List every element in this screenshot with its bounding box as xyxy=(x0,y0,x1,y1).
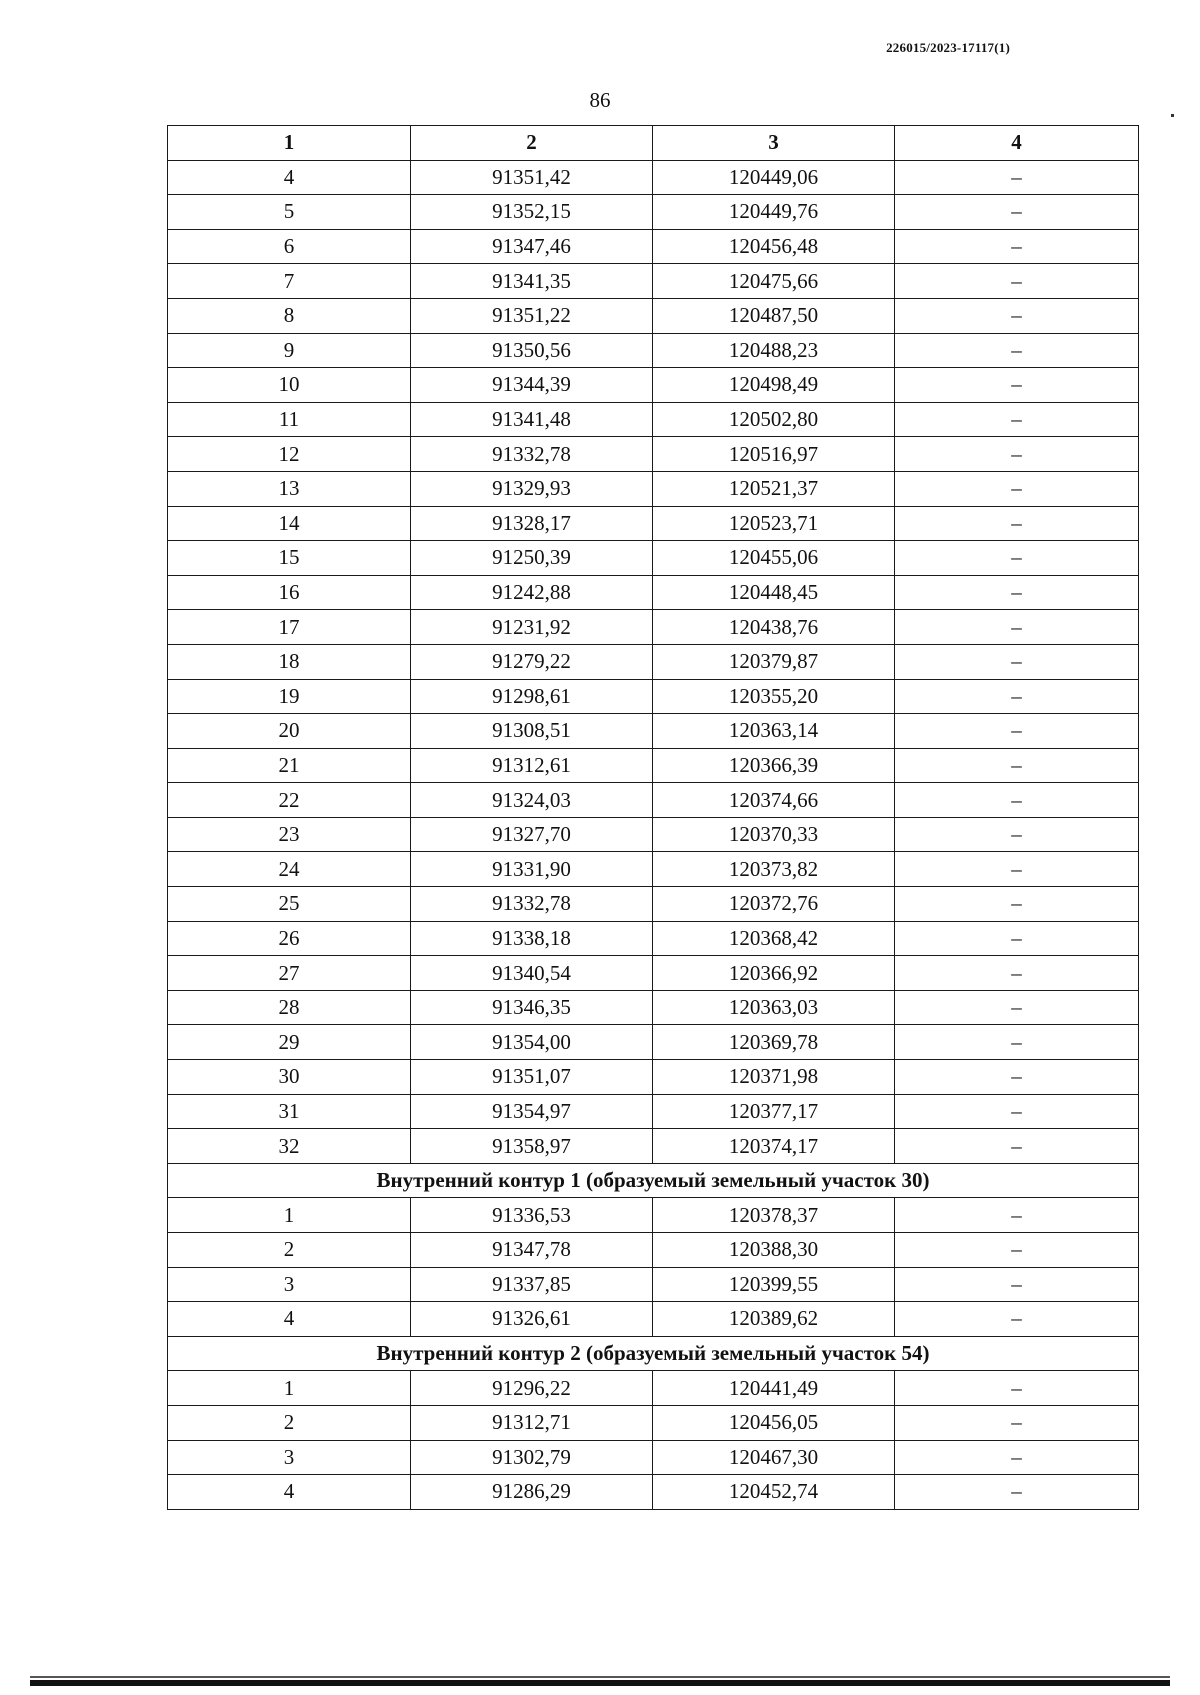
coordinate-x-cell: 91308,51 xyxy=(411,714,653,749)
point-number-cell: 22 xyxy=(168,783,411,818)
table-row xyxy=(168,610,1139,645)
column-4-cell: – xyxy=(895,1475,1139,1510)
point-number-cell: 29 xyxy=(168,1025,411,1060)
coordinate-x-cell: 91354,00 xyxy=(411,1025,653,1060)
coordinate-y-cell: 120374,66 xyxy=(653,783,895,818)
point-number-cell: 26 xyxy=(168,921,411,956)
table-row xyxy=(168,852,1139,887)
coordinate-x-cell: 91341,35 xyxy=(411,264,653,299)
point-number-cell: 2 xyxy=(168,1233,411,1268)
table-row xyxy=(168,506,1139,541)
coordinate-y-cell: 120374,17 xyxy=(653,1129,895,1164)
coordinate-y-cell: 120502,80 xyxy=(653,402,895,437)
coordinate-x-cell: 91358,97 xyxy=(411,1129,653,1164)
table-row xyxy=(168,1233,1139,1268)
table-row xyxy=(168,1267,1139,1302)
coordinate-x-cell: 91351,22 xyxy=(411,298,653,333)
column-4-cell: – xyxy=(895,471,1139,506)
coordinate-y-cell: 120372,76 xyxy=(653,887,895,922)
point-number-cell: 8 xyxy=(168,298,411,333)
coordinate-y-cell: 120378,37 xyxy=(653,1198,895,1233)
coordinate-x-cell: 91332,78 xyxy=(411,437,653,472)
coordinate-x-cell: 91338,18 xyxy=(411,921,653,956)
column-4-cell: – xyxy=(895,1094,1139,1129)
point-number-cell: 21 xyxy=(168,748,411,783)
coordinate-y-cell: 120371,98 xyxy=(653,1060,895,1095)
point-number-cell: 32 xyxy=(168,1129,411,1164)
table-row xyxy=(168,1094,1139,1129)
table-row xyxy=(168,437,1139,472)
bottom-rule-thin xyxy=(30,1676,1170,1678)
coordinate-x-cell: 91279,22 xyxy=(411,644,653,679)
point-number-cell: 23 xyxy=(168,817,411,852)
coordinate-x-cell: 91350,56 xyxy=(411,333,653,368)
table-row xyxy=(168,1198,1139,1233)
document-number: 226015/2023-17117(1) xyxy=(886,40,1010,55)
coordinate-y-cell: 120475,66 xyxy=(653,264,895,299)
column-4-cell: – xyxy=(895,956,1139,991)
point-number-cell: 11 xyxy=(168,402,411,437)
table-row xyxy=(168,990,1139,1025)
table-row xyxy=(168,333,1139,368)
table-row xyxy=(168,264,1139,299)
coordinate-x-cell: 91312,71 xyxy=(411,1405,653,1440)
coordinate-y-cell: 120366,39 xyxy=(653,748,895,783)
section-title-inner-contour-2: Внутренний контур 2 (образуемый земельный участок 54) xyxy=(168,1336,1139,1371)
coordinate-y-cell: 120389,62 xyxy=(653,1302,895,1337)
column-4-cell: – xyxy=(895,1405,1139,1440)
point-number-cell: 16 xyxy=(168,575,411,610)
table-row xyxy=(168,714,1139,749)
table-row xyxy=(168,229,1139,264)
point-number-cell: 14 xyxy=(168,506,411,541)
point-number-cell: 5 xyxy=(168,195,411,230)
point-number-cell: 28 xyxy=(168,990,411,1025)
column-4-cell: – xyxy=(895,783,1139,818)
coordinate-y-cell: 120368,42 xyxy=(653,921,895,956)
coordinate-y-cell: 120363,03 xyxy=(653,990,895,1025)
coordinate-y-cell: 120456,05 xyxy=(653,1405,895,1440)
column-4-cell: – xyxy=(895,160,1139,195)
coordinate-y-cell: 120355,20 xyxy=(653,679,895,714)
coordinate-x-cell: 91351,07 xyxy=(411,1060,653,1095)
table-row xyxy=(168,1060,1139,1095)
column-4-cell: – xyxy=(895,1440,1139,1475)
coordinate-x-cell: 91347,78 xyxy=(411,1233,653,1268)
coordinate-x-cell: 91326,61 xyxy=(411,1302,653,1337)
point-number-cell: 19 xyxy=(168,679,411,714)
table-row xyxy=(168,644,1139,679)
column-4-cell: – xyxy=(895,714,1139,749)
point-number-cell: 13 xyxy=(168,471,411,506)
coordinate-y-cell: 120487,50 xyxy=(653,298,895,333)
coordinate-x-cell: 91231,92 xyxy=(411,610,653,645)
coordinate-y-cell: 120516,97 xyxy=(653,437,895,472)
coordinate-y-cell: 120467,30 xyxy=(653,1440,895,1475)
coordinate-x-cell: 91347,46 xyxy=(411,229,653,264)
point-number-cell: 1 xyxy=(168,1371,411,1406)
point-number-cell: 3 xyxy=(168,1440,411,1475)
table-row xyxy=(168,956,1139,991)
section-2-header xyxy=(168,1336,1139,1371)
point-number-cell: 3 xyxy=(168,1267,411,1302)
table-row xyxy=(168,679,1139,714)
coordinate-x-cell: 91352,15 xyxy=(411,195,653,230)
point-number-cell: 9 xyxy=(168,333,411,368)
table-row xyxy=(168,748,1139,783)
table-header-row xyxy=(168,126,1139,161)
column-4-cell: – xyxy=(895,1371,1139,1406)
coordinate-x-cell: 91312,61 xyxy=(411,748,653,783)
column-4-cell: – xyxy=(895,1198,1139,1233)
coordinate-y-cell: 120369,78 xyxy=(653,1025,895,1060)
coordinate-y-cell: 120388,30 xyxy=(653,1233,895,1268)
coordinate-y-cell: 120379,87 xyxy=(653,644,895,679)
table-body-main xyxy=(168,160,1139,1163)
coordinate-x-cell: 91328,17 xyxy=(411,506,653,541)
column-4-cell: – xyxy=(895,1302,1139,1337)
table-row xyxy=(168,921,1139,956)
point-number-cell: 12 xyxy=(168,437,411,472)
point-number-cell: 2 xyxy=(168,1405,411,1440)
coordinate-y-cell: 120521,37 xyxy=(653,471,895,506)
column-4-cell: – xyxy=(895,229,1139,264)
column-4-cell: – xyxy=(895,1233,1139,1268)
column-4-cell: – xyxy=(895,1267,1139,1302)
coordinate-y-cell: 120399,55 xyxy=(653,1267,895,1302)
table-row xyxy=(168,402,1139,437)
coordinates-table-container xyxy=(167,125,1138,1510)
table-row xyxy=(168,1475,1139,1510)
column-4-cell: – xyxy=(895,437,1139,472)
column-4-cell: – xyxy=(895,333,1139,368)
column-4-cell: – xyxy=(895,817,1139,852)
column-4-cell: – xyxy=(895,990,1139,1025)
column-4-cell: – xyxy=(895,887,1139,922)
table-row xyxy=(168,471,1139,506)
table-row xyxy=(168,887,1139,922)
coordinate-y-cell: 120523,71 xyxy=(653,506,895,541)
coordinate-x-cell: 91332,78 xyxy=(411,887,653,922)
coordinate-y-cell: 120438,76 xyxy=(653,610,895,645)
section-title-row xyxy=(168,1163,1139,1198)
coordinate-y-cell: 120498,49 xyxy=(653,368,895,403)
column-4-cell: – xyxy=(895,921,1139,956)
column-4-cell: – xyxy=(895,575,1139,610)
table-row xyxy=(168,817,1139,852)
coordinate-x-cell: 91296,22 xyxy=(411,1371,653,1406)
column-4-cell: – xyxy=(895,298,1139,333)
coordinate-y-cell: 120366,92 xyxy=(653,956,895,991)
column-header-2: 2 xyxy=(411,126,653,161)
section-title-row xyxy=(168,1336,1139,1371)
point-number-cell: 7 xyxy=(168,264,411,299)
table-row xyxy=(168,1129,1139,1164)
coordinate-x-cell: 91324,03 xyxy=(411,783,653,818)
point-number-cell: 27 xyxy=(168,956,411,991)
scan-speck xyxy=(1171,114,1174,117)
column-4-cell: – xyxy=(895,1025,1139,1060)
column-header-4: 4 xyxy=(895,126,1139,161)
column-4-cell: – xyxy=(895,1060,1139,1095)
table-row xyxy=(168,1405,1139,1440)
section-1-header xyxy=(168,1163,1139,1198)
point-number-cell: 6 xyxy=(168,229,411,264)
column-4-cell: – xyxy=(895,264,1139,299)
coordinate-x-cell: 91336,53 xyxy=(411,1198,653,1233)
section-title-inner-contour-1: Внутренний контур 1 (образуемый земельный участок 30) xyxy=(168,1163,1139,1198)
column-4-cell: – xyxy=(895,1129,1139,1164)
coordinate-x-cell: 91341,48 xyxy=(411,402,653,437)
column-4-cell: – xyxy=(895,368,1139,403)
column-4-cell: – xyxy=(895,644,1139,679)
table-row xyxy=(168,368,1139,403)
bottom-rule xyxy=(30,1680,1170,1686)
coordinate-x-cell: 91242,88 xyxy=(411,575,653,610)
point-number-cell: 4 xyxy=(168,1302,411,1337)
coordinate-x-cell: 91302,79 xyxy=(411,1440,653,1475)
table-row xyxy=(168,1302,1139,1337)
coordinate-y-cell: 120441,49 xyxy=(653,1371,895,1406)
coordinate-y-cell: 120452,74 xyxy=(653,1475,895,1510)
table-body-section-1 xyxy=(168,1198,1139,1336)
column-4-cell: – xyxy=(895,852,1139,887)
point-number-cell: 4 xyxy=(168,160,411,195)
coordinate-y-cell: 120449,76 xyxy=(653,195,895,230)
coordinate-x-cell: 91331,90 xyxy=(411,852,653,887)
point-number-cell: 31 xyxy=(168,1094,411,1129)
column-header-1: 1 xyxy=(168,126,411,161)
coordinate-x-cell: 91327,70 xyxy=(411,817,653,852)
table-row xyxy=(168,1025,1139,1060)
point-number-cell: 15 xyxy=(168,541,411,576)
coordinate-y-cell: 120448,45 xyxy=(653,575,895,610)
column-4-cell: – xyxy=(895,610,1139,645)
point-number-cell: 20 xyxy=(168,714,411,749)
page-number: 86 xyxy=(589,88,611,112)
coordinates-table xyxy=(167,125,1139,1510)
table-row xyxy=(168,1440,1139,1475)
coordinate-x-cell: 91354,97 xyxy=(411,1094,653,1129)
coordinate-y-cell: 120455,06 xyxy=(653,541,895,576)
coordinate-y-cell: 120363,14 xyxy=(653,714,895,749)
coordinate-y-cell: 120488,23 xyxy=(653,333,895,368)
coordinate-y-cell: 120377,17 xyxy=(653,1094,895,1129)
table-row xyxy=(168,160,1139,195)
table-row xyxy=(168,298,1139,333)
column-4-cell: – xyxy=(895,748,1139,783)
coordinate-y-cell: 120449,06 xyxy=(653,160,895,195)
coordinate-x-cell: 91329,93 xyxy=(411,471,653,506)
table-row xyxy=(168,575,1139,610)
column-4-cell: – xyxy=(895,679,1139,714)
column-header-3: 3 xyxy=(653,126,895,161)
coordinate-x-cell: 91298,61 xyxy=(411,679,653,714)
column-4-cell: – xyxy=(895,506,1139,541)
table-row xyxy=(168,1371,1139,1406)
coordinate-x-cell: 91250,39 xyxy=(411,541,653,576)
column-4-cell: – xyxy=(895,402,1139,437)
point-number-cell: 1 xyxy=(168,1198,411,1233)
table-row xyxy=(168,195,1139,230)
table-body-section-2 xyxy=(168,1371,1139,1509)
point-number-cell: 17 xyxy=(168,610,411,645)
table-row xyxy=(168,783,1139,818)
point-number-cell: 4 xyxy=(168,1475,411,1510)
coordinate-x-cell: 91344,39 xyxy=(411,368,653,403)
point-number-cell: 18 xyxy=(168,644,411,679)
coordinate-x-cell: 91340,54 xyxy=(411,956,653,991)
coordinate-y-cell: 120370,33 xyxy=(653,817,895,852)
column-4-cell: – xyxy=(895,541,1139,576)
coordinate-x-cell: 91286,29 xyxy=(411,1475,653,1510)
column-4-cell: – xyxy=(895,195,1139,230)
coordinate-y-cell: 120456,48 xyxy=(653,229,895,264)
point-number-cell: 10 xyxy=(168,368,411,403)
point-number-cell: 30 xyxy=(168,1060,411,1095)
coordinate-x-cell: 91351,42 xyxy=(411,160,653,195)
coordinate-y-cell: 120373,82 xyxy=(653,852,895,887)
table-row xyxy=(168,541,1139,576)
coordinate-x-cell: 91337,85 xyxy=(411,1267,653,1302)
point-number-cell: 25 xyxy=(168,887,411,922)
point-number-cell: 24 xyxy=(168,852,411,887)
coordinate-x-cell: 91346,35 xyxy=(411,990,653,1025)
